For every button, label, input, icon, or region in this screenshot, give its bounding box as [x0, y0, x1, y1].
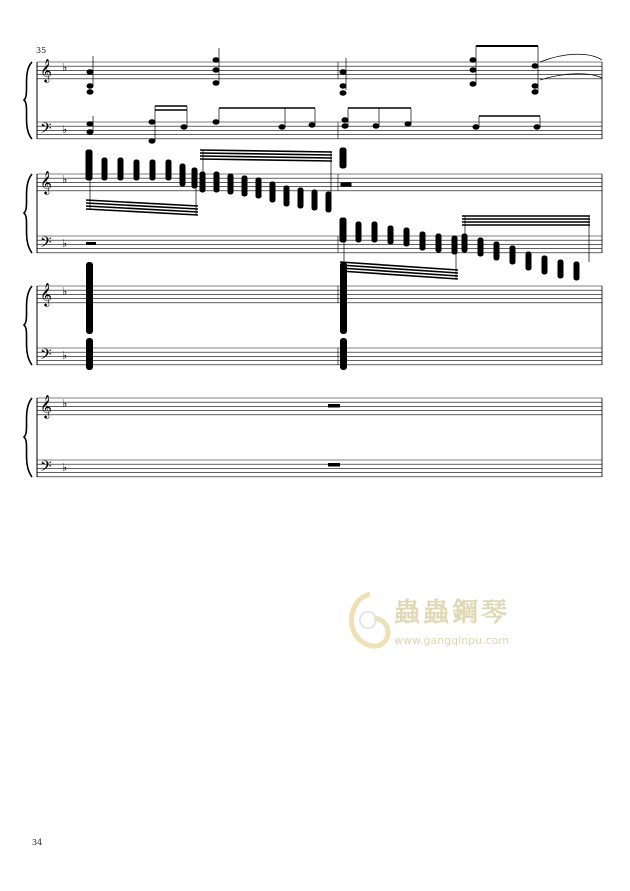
treble-clef-icon: 𝄞	[40, 170, 52, 194]
whole-rest	[328, 404, 340, 408]
watermark-text: 蟲蟲鋼琴	[394, 598, 511, 628]
flat-key-icon: ♭	[62, 123, 68, 136]
whole-rest	[328, 463, 340, 467]
flat-key-icon: ♭	[62, 349, 68, 362]
notes-treble-2	[86, 148, 351, 215]
flat-key-icon: ♭	[62, 397, 68, 410]
flat-key-icon: ♭	[62, 237, 68, 250]
bass-clef-icon: 𝄢	[40, 458, 52, 479]
flat-key-icon: ♭	[62, 173, 68, 186]
notes-treble-3	[86, 262, 347, 334]
flat-key-icon: ♭	[62, 461, 68, 474]
half-rest	[86, 242, 96, 245]
system-brace	[24, 398, 32, 477]
measure-number: 35	[36, 46, 47, 55]
system-piano-2	[24, 148, 602, 280]
bass-clef-icon: 𝄢	[40, 234, 52, 255]
treble-clef-icon: 𝄞	[40, 394, 52, 418]
bass-clef-icon: 𝄢	[40, 346, 52, 367]
page-number: 34	[32, 838, 43, 847]
treble-clef-logo-icon	[352, 594, 389, 646]
treble-clef-icon: 𝄞	[40, 282, 52, 306]
treble-clef-icon: 𝄞	[40, 58, 52, 82]
system-piano-1	[24, 46, 602, 143]
watermark-url: www.gangqinpu.com	[394, 634, 510, 647]
system-piano-4	[24, 394, 602, 479]
flat-key-icon: ♭	[62, 61, 68, 74]
system-brace	[24, 174, 32, 253]
chord-run-2	[200, 150, 332, 212]
notes-bass-1	[87, 106, 540, 143]
system-brace	[24, 62, 32, 139]
system-brace	[24, 286, 32, 365]
bass-clef-icon: 𝄢	[40, 120, 52, 141]
flat-key-icon: ♭	[62, 285, 68, 298]
notes-bass-2	[340, 216, 590, 280]
system-piano-3	[24, 262, 602, 370]
chord-run-4	[462, 216, 590, 280]
notes-bass-3	[86, 338, 347, 370]
